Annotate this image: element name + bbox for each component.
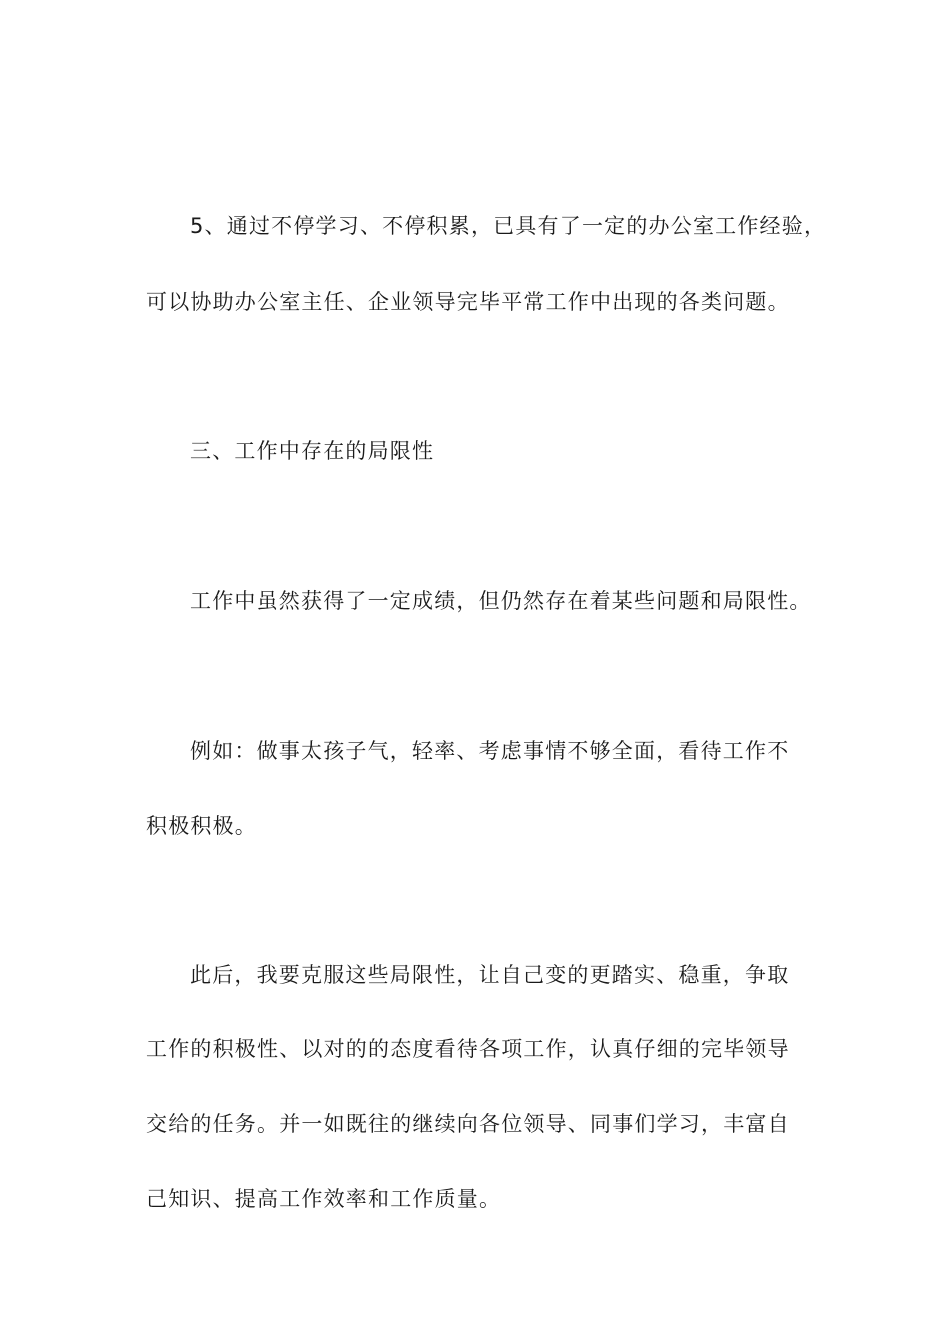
paragraph-1-line-2: 可以协助办公室主任、企业领导完毕平常工作中出现的各类问题。 [146,290,790,314]
paragraph-5-line-3: 交给的任务。并一如既往的继续向各位领导、同事们学习，丰富自 [146,1112,790,1136]
paragraph-5-line-1: 此后，我要克服这些局限性，让自己变的更踏实、稳重，争取 [190,963,790,987]
paragraph-3-line-1: 工作中虽然获得了一定成绩，但仍然存在着某些问题和局限性。 [190,589,812,613]
paragraph-4-line-2: 积极积极。 [146,814,257,838]
section-heading: 三、工作中存在的局限性 [190,439,435,463]
paragraph-1-line-1: 5、通过不停学习、不停积累，已具有了一定的办公室工作经验， [190,214,827,238]
paragraph-4-line-1: 例如：做事太孩子气，轻率、考虑事情不够全面，看待工作不 [190,739,790,763]
paragraph-5-line-2: 工作的积极性、以对的的态度看待各项工作，认真仔细的完毕领导 [146,1037,790,1061]
paragraph-5-line-4: 己知识、提高工作效率和工作质量。 [146,1187,502,1211]
